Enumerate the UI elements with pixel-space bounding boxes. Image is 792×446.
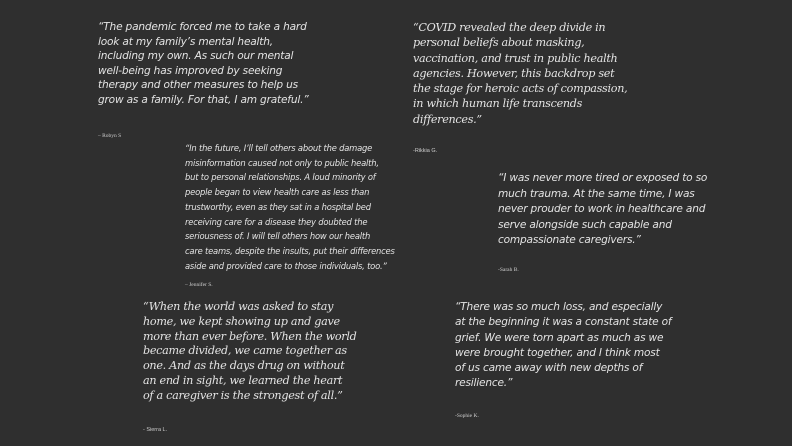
- quote-line: serve alongside such capable and: [498, 218, 672, 231]
- quote-line: receiving care for a disease they doubted the: [185, 216, 368, 227]
- quote-line: but to personal relationships. A loud minority of: [185, 172, 376, 183]
- quote-line: grief. We were torn apart as much as we: [455, 331, 664, 344]
- quote-line: more than ever before. When the world: [143, 329, 357, 343]
- quote-line: “The pandemic forced me to take a hard: [98, 21, 307, 33]
- quote-line: “In the future, I’ll tell others about the damage: [185, 143, 373, 153]
- quote-line: grow as a family. For that, I am grateful.”: [98, 93, 309, 106]
- testimonial-author: -Sophie K.: [455, 413, 479, 419]
- quote-line: care teams, despite the insults, put their differences: [185, 245, 395, 256]
- quote-line: at the beginning it was a constant state of: [455, 316, 672, 329]
- quote-line: aside and provided care to those individuals, too.”: [185, 260, 387, 271]
- quote-line: much trauma. At the same time, I was: [498, 187, 695, 200]
- quote-line: “When the world was asked to stay: [143, 300, 334, 313]
- testimonial-quote: [98, 20, 309, 108]
- quote-line: compassionate caregivers.”: [498, 234, 641, 247]
- testimonial-quote: [185, 141, 395, 273]
- testimonial-quote: [498, 171, 707, 249]
- quote-line: resilience.”: [455, 377, 513, 390]
- quote-line: people began to view health care as less than: [185, 187, 370, 198]
- quote-line: well-being has improved by seeking: [98, 64, 283, 77]
- quote-line: “There was so much loss, and especially: [455, 301, 663, 313]
- testimonial-author: -Rikkia G.: [413, 148, 438, 154]
- quote-line: including my own. As such our mental: [98, 50, 294, 63]
- quote-line: in which human life transcends: [413, 97, 583, 111]
- quote-line: never prouder to work in healthcare and: [498, 203, 706, 216]
- quote-line: one. And as the days drug on without: [143, 359, 345, 373]
- quote-line: “I was never more tired or exposed to so: [498, 172, 708, 184]
- quote-line: home, we kept showing up and gave: [143, 314, 340, 328]
- quote-line: seriousness of. I will tell others how our health: [185, 231, 371, 242]
- testimonial-quote: [413, 20, 627, 127]
- quote-line: of a caregiver is the strongest of all.”: [143, 388, 343, 402]
- quote-line: personal beliefs about masking,: [413, 36, 585, 50]
- testimonial-author: -Sarah B.: [498, 267, 519, 273]
- quote-line: differences.”: [413, 112, 482, 126]
- testimonial-quote: [143, 300, 356, 404]
- quote-line: of us came away with new depths of: [455, 362, 643, 375]
- quote-line: look at my family’s mental health,: [98, 35, 273, 48]
- quote-line: trustworthy, even as they sat in a hospital bed: [185, 201, 371, 212]
- quote-line: agencies. However, this backdrop set: [413, 66, 615, 80]
- testimonial-author: - Sierra L.: [143, 427, 168, 433]
- quote-line: became divided, we came together as: [143, 344, 347, 358]
- quote-line: were brought together, and I think most: [455, 346, 660, 359]
- testimonial-author: – Robyn S: [98, 133, 122, 139]
- testimonial-quote: [455, 300, 671, 392]
- quote-line: therapy and other measures to help us: [98, 79, 298, 92]
- quote-line: an end in sight, we learned the heart: [143, 373, 343, 387]
- testimonial-author: – Jennifer S.: [185, 282, 213, 288]
- quote-line: misinformation caused not only to public health,: [185, 157, 379, 168]
- quote-line: the stage for heroic acts of compassion,: [413, 82, 628, 96]
- quote-line: “COVID revealed the deep divide in: [413, 21, 606, 34]
- quote-line: vaccination, and trust in public health: [413, 51, 618, 65]
